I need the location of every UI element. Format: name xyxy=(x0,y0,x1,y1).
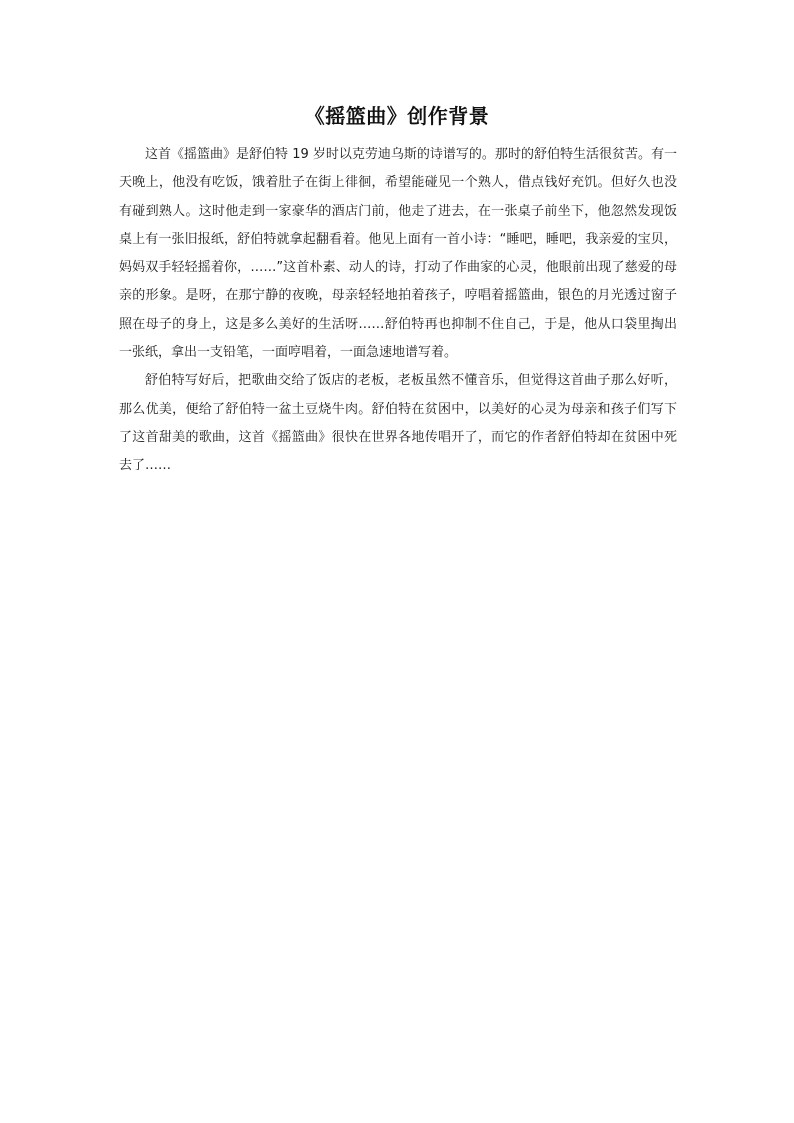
paragraph-2: 舒伯特写好后，把歌曲交给了饭店的老板，老板虽然不懂音乐，但觉得这首曲子那么好听，那么优美，便给了舒伯特一盆土豆烧牛肉。舒伯特在贫困中，以美好的心灵为母亲和孩子们写下了这首甜美的歌曲，这首《摇篮曲》很快在世界各地传唱开了，而它的作者舒伯特却在贫困中死去了…… xyxy=(119,373,677,474)
document-title: 《摇篮曲》创作背景 xyxy=(304,104,490,128)
document-body xyxy=(119,141,677,481)
paragraph-1: 这首《摇篮曲》是舒伯特 19 岁时以克劳迪乌斯的诗谱写的。那时的舒伯特生活很贫苦。有一天晚上，他没有吃饭，饿着肚子在街上徘徊，希望能碰见一个熟人，借点钱好充饥。但好久也没有碰到熟人。这时他走到一家豪华的酒店门前，他走了进去，在一张桌子前坐下，他忽然发现饭桌上有一张旧报纸，舒伯特就拿起翻看着。他见上面有一首小诗：“睡吧，睡吧，我亲爱的宝贝，妈妈双手轻轻摇着你，……”这首朴素、动人的诗，打动了作曲家的心灵，他眼前出现了慈爱的母亲的形象。是呀，在那宁静的夜晚，母亲轻轻地拍着孩子，哼唱着摇篮曲，银色的月光透过窗子照在母子的身上，这是多么美好的生活呀……舒伯特再也抑制不住自己，于是，他从口袋里掏出一张纸，拿出一支铅笔，一面哼唱着，一面急速地谱写着。 xyxy=(119,147,677,361)
